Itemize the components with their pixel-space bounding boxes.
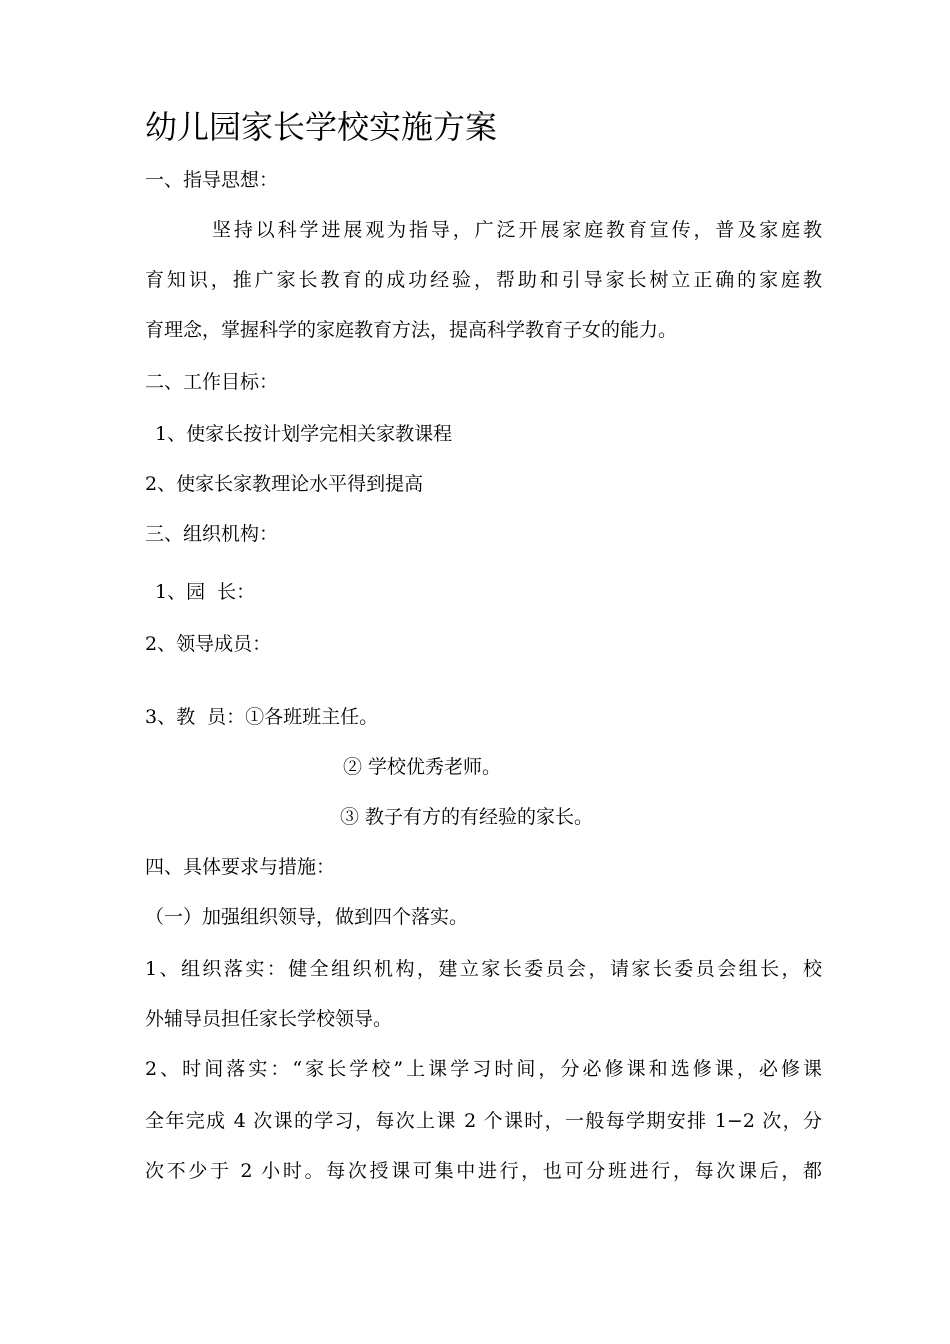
paragraph-line: 外辅导员担任家长学校领导。 xyxy=(145,1008,393,1030)
section-heading-organization: 三、组织机构： xyxy=(145,523,279,545)
paragraph-line: 2、时间落实：“家长学校”上课学习时间，分必修课和选修课，必修课 xyxy=(145,1058,822,1080)
goal-item: 1、使家长按计划学完相关家教课程 xyxy=(155,423,453,445)
document-title: 幼儿园家长学校实施方案 xyxy=(145,108,498,146)
goal-item: 2、使家长家教理论水平得到提高 xyxy=(145,473,424,495)
subsection-heading: （一）加强组织领导，做到四个落实。 xyxy=(145,906,469,928)
paragraph-line: 次不少于 2 小时。每次授课可集中进行，也可分班进行，每次课后，都 xyxy=(145,1160,822,1182)
org-item: 2、领导成员： xyxy=(145,633,272,655)
org-item: ③ 教子有方的有经验的家长。 xyxy=(340,806,594,828)
org-item: ② 学校优秀老师。 xyxy=(343,756,502,778)
org-item: 3、教 员：①各班班主任。 xyxy=(145,706,379,728)
paragraph-line: 全年完成 4 次课的学习，每次上课 2 个课时，一般每学期安排 1−2 次，分 xyxy=(145,1110,822,1132)
section-heading-requirements: 四、具体要求与措施： xyxy=(145,856,336,878)
section-heading-work-goals: 二、工作目标： xyxy=(145,371,279,393)
paragraph-line: 坚持以科学进展观为指导，广泛开展家庭教育宣传，普及家庭教 xyxy=(212,219,822,241)
paragraph-line: 育知识，推广家长教育的成功经验，帮助和引导家长树立正确的家庭教 xyxy=(145,269,822,291)
org-item: 1、园 长： xyxy=(155,581,256,603)
paragraph-line: 育理念，掌握科学的家庭教育方法，提高科学教育子女的能力。 xyxy=(145,319,678,341)
section-heading-guiding-ideology: 一、指导思想： xyxy=(145,169,279,191)
paragraph-line: 1、组织落实：健全组织机构，建立家长委员会，请家长委员会组长，校 xyxy=(145,958,822,980)
